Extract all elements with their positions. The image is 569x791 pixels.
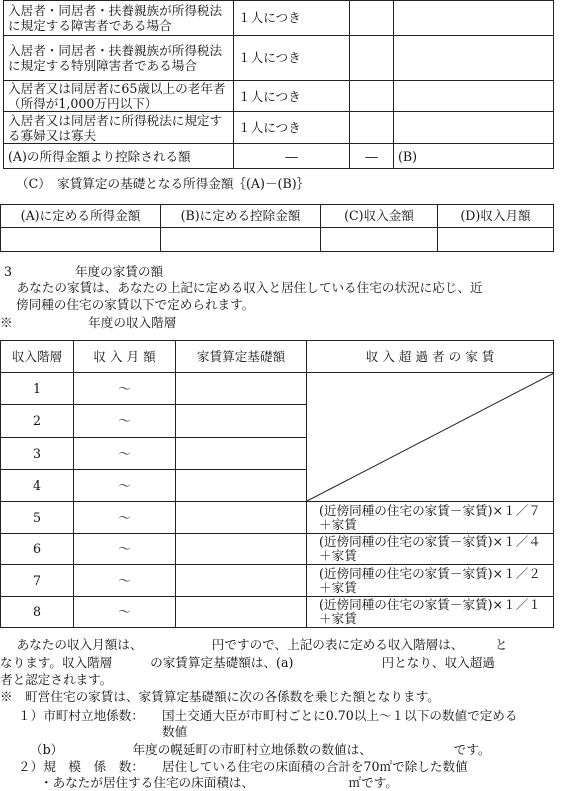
deduction-unit: １人につき [234,112,350,144]
total-dash: ― [234,144,350,169]
excess-rent-formula: (近傍同種の住宅の家賃－家賃)×１／１＋家賃 [307,597,554,628]
total-b: (B) [394,144,554,169]
column-header: (B)に定める控除金額 [161,205,321,228]
coefficient-b-line: （b） 年度の幌延町の市町村立地係数の数値は、 です。 [30,742,491,757]
coefficient-text-1b: 数値 [162,724,188,739]
total-label: (A)の所得金額より控除される額 [4,144,234,169]
not-applicable-cell [307,373,554,502]
rent-note: ※ 町営住宅の家賃は、家賃算定基礎額に次の各係数を乗じた額となります。 [0,689,440,704]
diagonal-strike [307,373,554,501]
deduction-label: 入居者又は同居者に所得税法に規定する寡婦又は寡夫 [4,112,234,144]
table-header-row [1,341,554,373]
income-level: 7 [1,565,74,597]
income-range-mark: ～ [74,565,176,597]
summary-line3: 者と認定されます。 [0,672,113,687]
income-range-mark: ～ [74,405,176,437]
c-heading: （C） 家賃算定の基礎となる所得金額｛(A)－(B)｝ [16,176,310,191]
income-level-table [0,340,554,628]
deduction-unit: １人につき [234,81,350,112]
coefficient-label-1: １）市町村立地係数： [18,708,144,723]
table-header-row [1,205,554,228]
income-level: 8 [1,597,74,628]
income-level-note: ※ 年度の収入階層 [0,315,177,330]
deduction-unit: １人につき [234,36,350,81]
table-row [4,144,554,169]
income-range-mark: ～ [74,597,176,628]
total-dash: ― [350,144,394,169]
column-header: (C)収入金額 [321,205,438,228]
deduction-table [3,0,554,169]
column-header: (D)収入月額 [438,205,554,228]
excess-rent-formula: (近傍同種の住宅の家賃－家賃)×１／２＋家賃 [307,565,554,597]
section3-heading: 3 年度の家賃の額 [4,264,164,279]
section3-body-line1: あなたの家賃は、あなたの上記に定める収入と居住している住宅の状況に応じ、近 [4,280,483,295]
income-level: 3 [1,437,74,469]
summary-line2: なります。収入階層 の家賃算定基礎額は、(a) 円となり、収入超過 [0,655,495,670]
table-row [4,81,554,112]
income-table-wrap [0,340,553,626]
income-level: 6 [1,534,74,565]
table-row [1,534,554,565]
coefficient-text-1: 国土交通大臣が市町村ごとに0.70以上～１以下の数値で定める [162,708,518,723]
income-level: 2 [1,405,74,437]
deduction-label: 入居者又は同居者に65歳以上の老年者（所得が1,000万円以下） [4,81,234,112]
table-row [1,228,554,252]
calc-table [0,204,554,252]
income-range-mark: ～ [74,373,176,405]
column-header: (A)に定める所得金額 [1,205,161,228]
income-range-mark: ～ [74,534,176,565]
deduction-label: 入居者・同居者・扶養親族が所得税法に規定する障害者である場合 [4,1,234,36]
coefficient-label-2: ２）規 模 係 数： [18,759,144,774]
coefficient-text-2: 居住している住宅の床面積の合計を70㎡で除した数値 [162,759,468,774]
income-range-mark: ～ [74,437,176,469]
excess-rent-formula: (近傍同種の住宅の家賃－家賃)×１／７＋家賃 [307,502,554,534]
table-row [1,502,554,534]
deduction-unit: １人につき [234,1,350,36]
table-row [1,597,554,628]
deduction-label: 入居者・同居者・扶養親族が所得税法に規定する特別障害者である場合 [4,36,234,81]
floor-area-line: ・あなたが居住する住宅の床面積は、 ㎡です。 [40,775,398,790]
column-header: 収 入 超 過 者 の 家 賃 [307,341,554,373]
income-level: 5 [1,502,74,534]
table-row [4,112,554,144]
table-row [4,1,554,36]
income-level: 4 [1,469,74,501]
table-row [4,36,554,81]
income-range-mark: ～ [74,502,176,534]
summary-line1: あなたの収入月額は、 円ですので、上記の表に定める収入階層は、 と [4,637,508,652]
excess-rent-formula: (近傍同種の住宅の家賃－家賃)×１／４＋家賃 [307,534,554,565]
table-row [1,373,554,405]
income-range-mark: ～ [74,469,176,501]
column-header: 収入階層 [1,341,74,373]
column-header: 家賃算定基礎額 [176,341,307,373]
section3-body-line2: 傍同種の住宅の家賃以下で定められます。 [16,297,255,312]
income-level: 1 [1,373,74,405]
column-header: 収 入 月 額 [74,341,176,373]
table-row [1,565,554,597]
